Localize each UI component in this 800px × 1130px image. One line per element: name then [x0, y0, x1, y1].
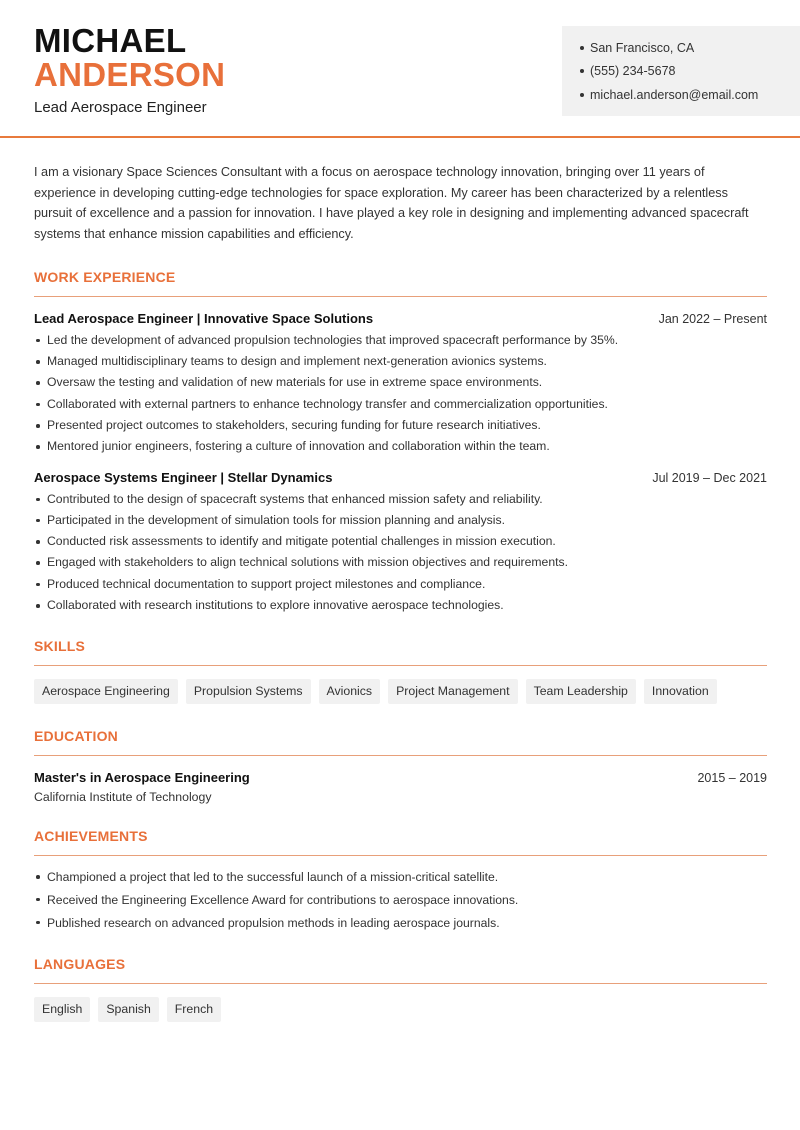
- job-role: Lead Aerospace Engineer | Innovative Space Solutions: [34, 310, 374, 326]
- education-date: 2015 – 2019: [697, 771, 767, 786]
- list-item: Presented project outcomes to stakeholders, securing funding for future research initiatives.: [34, 415, 767, 436]
- list-item: Participated in the development of simulation tools for mission planning and analysis.: [34, 510, 767, 531]
- section-title-languages: LANGUAGES: [34, 956, 126, 973]
- education-section: [34, 728, 767, 804]
- list-item: Oversaw the testing and validation of new materials for use in extreme space environments.: [34, 372, 767, 393]
- contact-phone: [580, 60, 800, 84]
- last-name: ANDERSON: [34, 56, 226, 93]
- section-divider: [34, 665, 767, 666]
- list-item: Contributed to the design of spacecraft systems that enhanced mission safety and reliability.: [34, 489, 767, 510]
- language-tag: English: [34, 997, 90, 1022]
- bullet-icon: [580, 93, 584, 97]
- skills-tags: [34, 679, 767, 704]
- list-item: Collaborated with research institutions to explore innovative aerospace technologies.: [34, 595, 767, 616]
- section-divider: [34, 983, 767, 984]
- skill-tag: Innovation: [644, 679, 717, 704]
- section-divider: [34, 855, 767, 856]
- section-title-skills: SKILLS: [34, 638, 85, 655]
- work-section: [34, 269, 767, 617]
- skill-tag: Aerospace Engineering: [34, 679, 178, 704]
- section-title-work: WORK EXPERIENCE: [34, 268, 176, 285]
- skill-tag: Avionics: [319, 679, 381, 704]
- job-title: Lead Aerospace Engineer: [34, 99, 207, 116]
- skills-section: [34, 638, 767, 704]
- skill-tag: Project Management: [388, 679, 517, 704]
- job-date: Jan 2022 – Present: [658, 311, 767, 326]
- skill-tag: Team Leadership: [526, 679, 636, 704]
- list-item: Produced technical documentation to support project milestones and compliance.: [34, 574, 767, 595]
- summary-paragraph: I am a visionary Space Sciences Consultant with a focus on aerospace technology innovation, bringing over 11 years of experience in developing cutting-edge technologies for space exploration. My career has been characterized by a relentless pursuit of excellence and a passion for innovation. I have played a key role in designing and implementing advanced spacecraft systems that enhance mission capabilities and efficiency.: [34, 165, 749, 242]
- list-item: Engaged with stakeholders to align technical solutions with mission objectives and requirements.: [34, 552, 767, 573]
- job-entry: [34, 470, 767, 617]
- section-divider: [34, 296, 767, 297]
- list-item: Published research on advanced propulsion methods in leading aerospace journals.: [34, 912, 767, 935]
- contact-location: [580, 36, 800, 60]
- bullet-icon: [580, 69, 584, 73]
- list-item: Led the development of advanced propulsion technologies that improved spacecraft performance by 35%.: [34, 330, 767, 351]
- phone-text: (555) 234-5678: [590, 64, 676, 79]
- location-text: San Francisco, CA: [590, 40, 695, 55]
- list-item: Managed multidisciplinary teams to design and implement next-generation avionics systems.: [34, 351, 767, 372]
- list-item: Collaborated with external partners to enhance technology transfer and commercialization opportunities.: [34, 394, 767, 415]
- achievements-section: [34, 828, 767, 934]
- language-tag: French: [167, 997, 221, 1022]
- job-date: Jul 2019 – Dec 2021: [652, 470, 767, 485]
- language-tags: [34, 997, 767, 1022]
- language-tag: Spanish: [98, 997, 158, 1022]
- first-name: MICHAEL: [34, 22, 187, 59]
- job-role: Aerospace Systems Engineer | Stellar Dynamics: [34, 469, 333, 485]
- education-school: California Institute of Technology: [34, 790, 212, 805]
- section-title-education: EDUCATION: [34, 728, 118, 745]
- email-text: michael.anderson@email.com: [590, 87, 759, 102]
- job-header: [34, 470, 767, 485]
- section-title-achievements: ACHIEVEMENTS: [34, 828, 148, 845]
- languages-section: [34, 956, 767, 1022]
- resume-header: [0, 0, 800, 138]
- section-divider: [34, 755, 767, 756]
- list-item: Championed a project that led to the successful launch of a mission-critical satellite.: [34, 866, 767, 889]
- list-item: Received the Engineering Excellence Award for contributions to aerospace innovations.: [34, 889, 767, 912]
- job-bullets: [34, 489, 767, 617]
- job-entry: [34, 311, 767, 458]
- contact-box: [562, 26, 800, 116]
- skill-tag: Propulsion Systems: [186, 679, 311, 704]
- education-header: [34, 770, 767, 785]
- job-header: [34, 311, 767, 326]
- bullet-icon: [580, 46, 584, 50]
- contact-email: [580, 83, 800, 107]
- list-item: Mentored junior engineers, fostering a culture of innovation and collaboration within the team.: [34, 436, 767, 457]
- achievements-list: [34, 866, 767, 934]
- resume-body: [34, 162, 767, 1022]
- list-item: Conducted risk assessments to identify and mitigate potential challenges in mission execution.: [34, 531, 767, 552]
- education-degree: Master's in Aerospace Engineering: [34, 770, 250, 786]
- job-bullets: [34, 330, 767, 458]
